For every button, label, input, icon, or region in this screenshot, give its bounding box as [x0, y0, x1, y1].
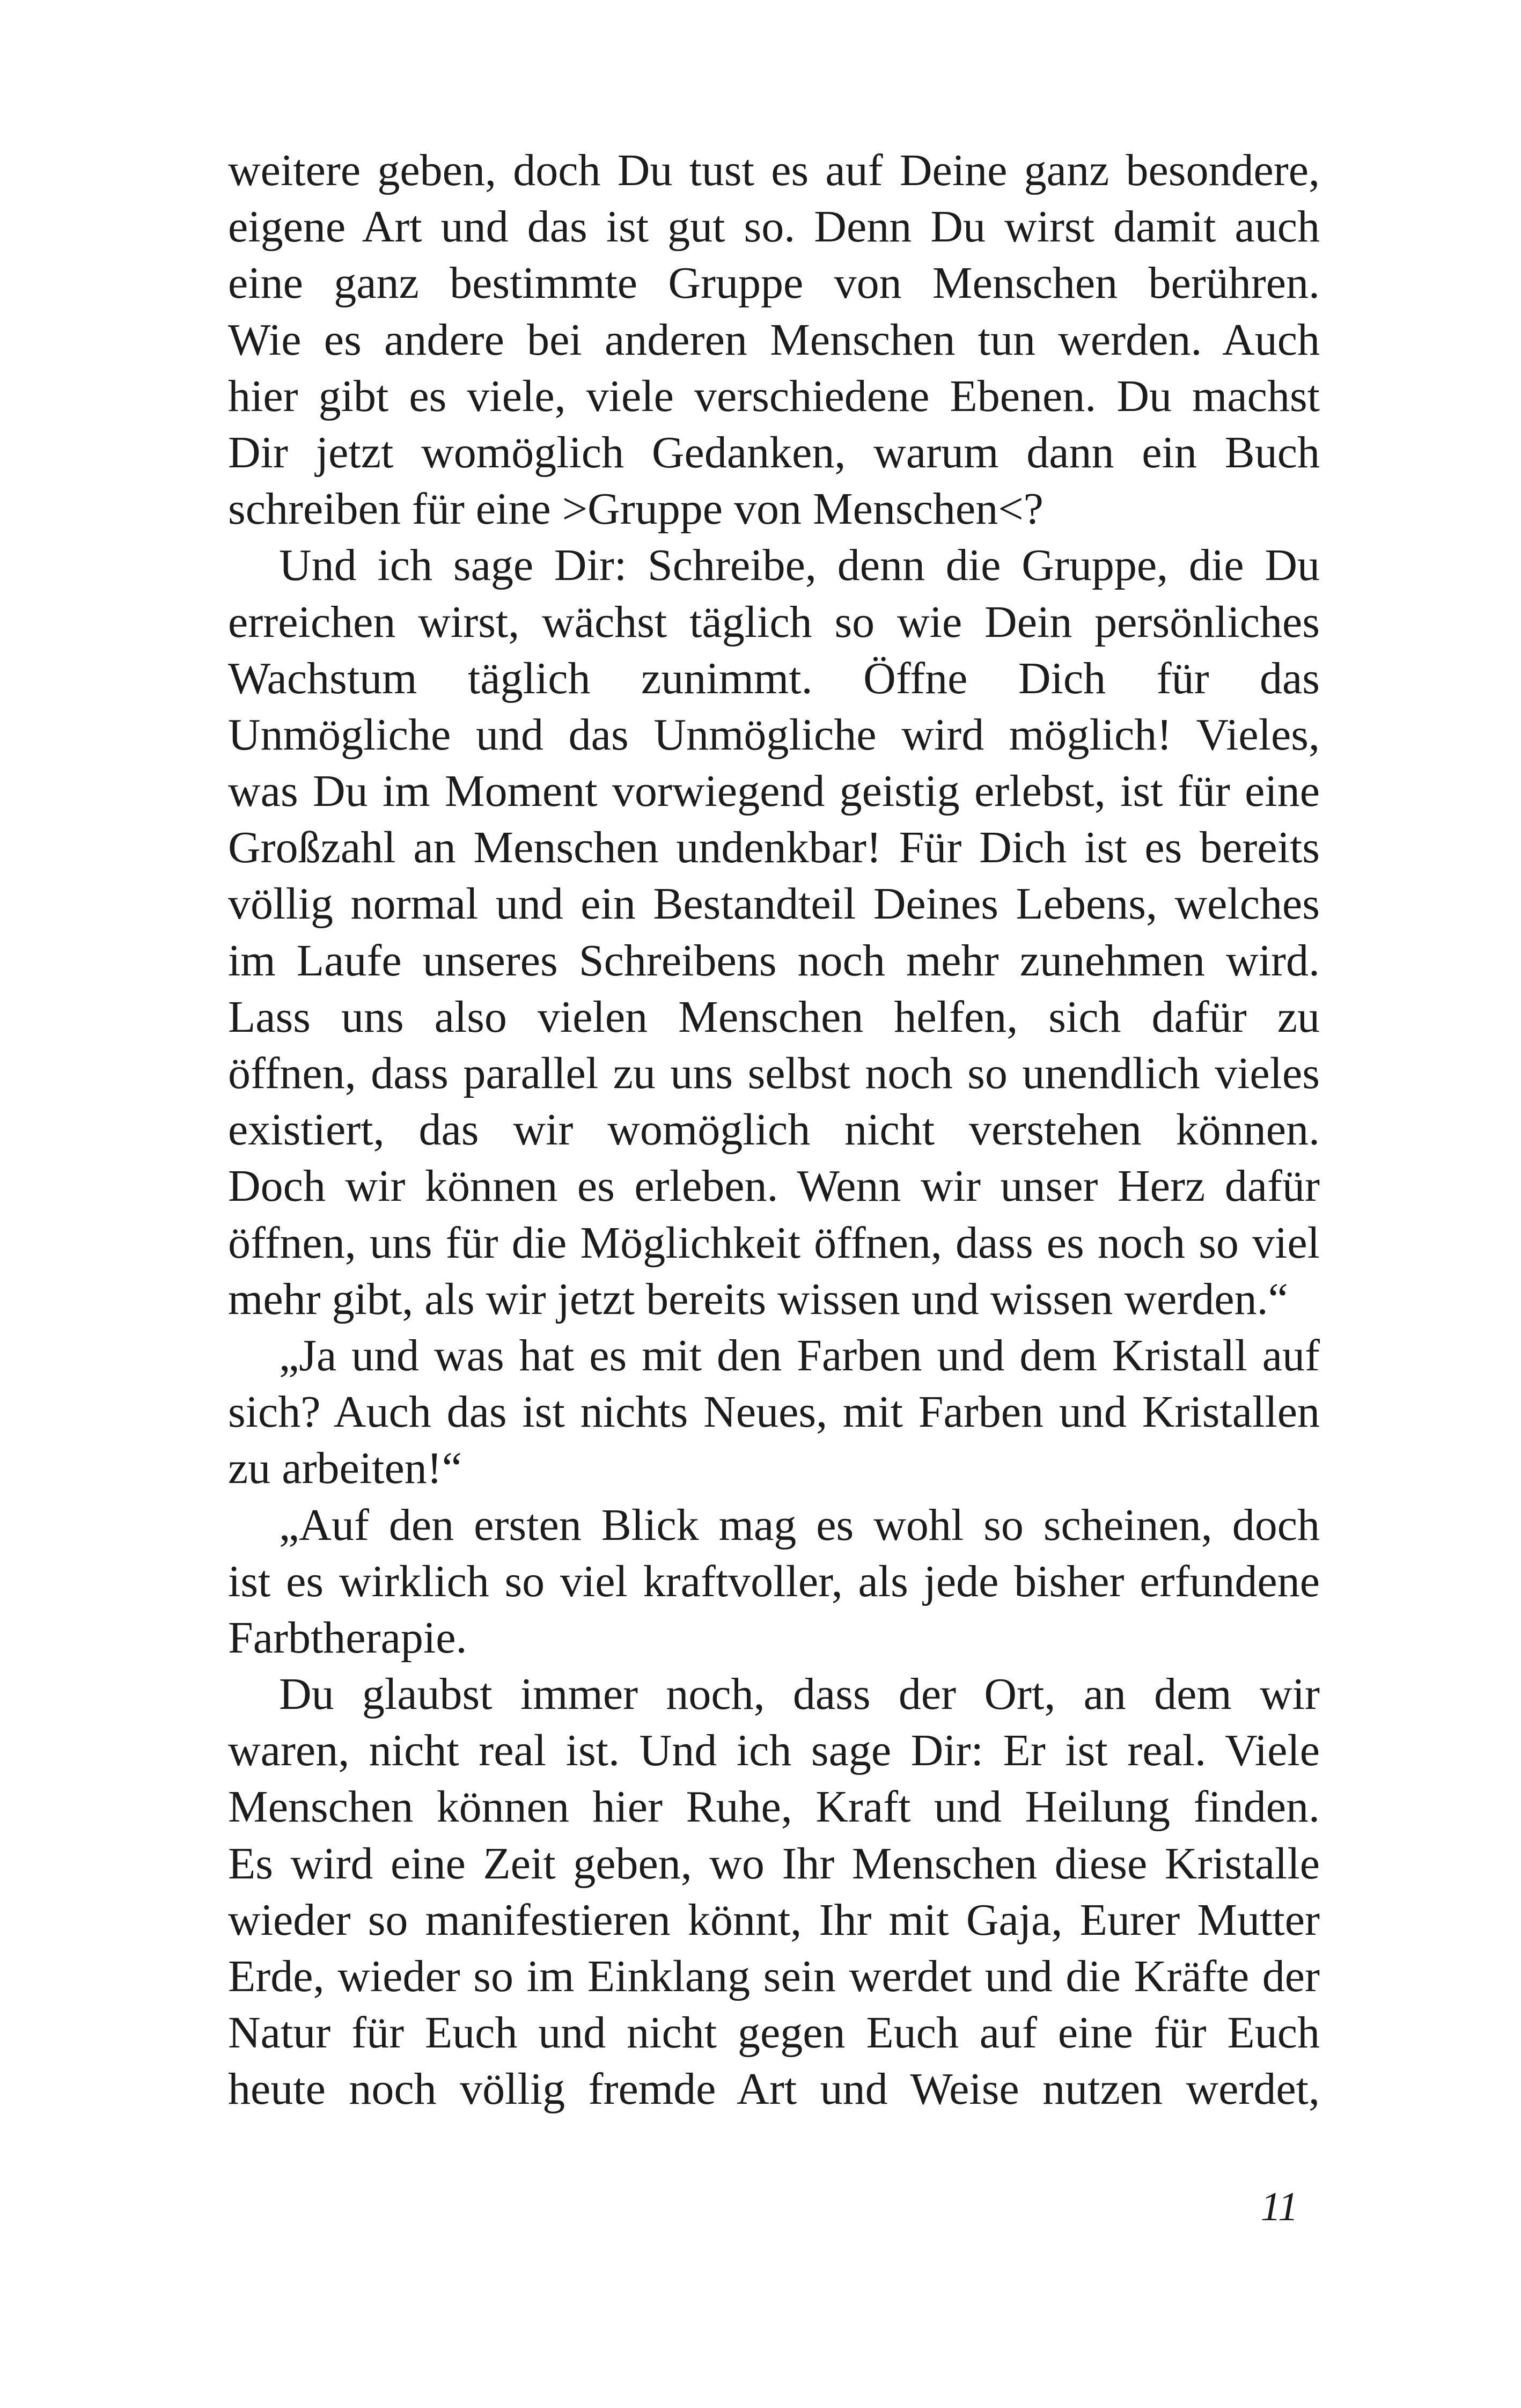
- text-line: zu arbeiten!“: [228, 1443, 462, 1494]
- text-line: ist es wirklich so viel kraftvoller, als jede bisher erfundene: [228, 1556, 1320, 1606]
- text-line: Großzahl an Menschen undenkbar! Für Dich ist es bereits: [228, 823, 1320, 873]
- text-line: mehr gibt, als wir jetzt bereits wissen und wissen werden.“: [228, 1274, 1288, 1324]
- text-line: Menschen können hier Ruhe, Kraft und Heilung finden.: [228, 1782, 1320, 1832]
- text-line: existiert, das wir womöglich nicht verstehen können.: [228, 1105, 1320, 1155]
- text-line: „Auf den ersten Blick mag es wohl so scheinen, doch: [279, 1500, 1320, 1550]
- text-line: Dir jetzt womöglich Gedanken, warum dann ein Buch: [228, 427, 1320, 478]
- text-line: Es wird eine Zeit geben, wo Ihr Menschen diese Kristalle: [228, 1838, 1320, 1889]
- text-line: weitere geben, doch Du tust es auf Deine ganz besondere,: [228, 145, 1320, 195]
- text-line: öffnen, dass parallel zu uns selbst noch so unendlich vieles: [228, 1048, 1320, 1098]
- text-line: Natur für Euch und nicht gegen Euch auf eine für Euch: [228, 2008, 1320, 2058]
- text-line: Lass uns also vielen Menschen helfen, sich dafür zu: [228, 992, 1320, 1042]
- text-line: im Laufe unseres Schreibens noch mehr zunehmen wird.: [228, 935, 1320, 986]
- text-line: öffnen, uns für die Möglichkeit öffnen, dass es noch so viel: [228, 1217, 1320, 1268]
- body-text: [228, 142, 1320, 2118]
- text-line: Du glaubst immer noch, dass der Ort, an dem wir: [279, 1669, 1320, 1720]
- page-number: 11: [1260, 2184, 1298, 2229]
- text-line: eine ganz bestimmte Gruppe von Menschen berühren.: [228, 258, 1320, 309]
- text-line: erreichen wirst, wächst täglich so wie Dein persönliches: [228, 597, 1320, 647]
- text-line: „Ja und was hat es mit den Farben und dem Kristall auf: [279, 1330, 1320, 1381]
- text-line: Wie es andere bei anderen Menschen tun werden. Auch: [228, 314, 1320, 365]
- text-line: Erde, wieder so im Einklang sein werdet und die Kräfte der: [228, 1951, 1320, 2001]
- text-line: Farbtherapie.: [228, 1612, 467, 1663]
- text-line: hier gibt es viele, viele verschiedene Ebenen. Du machst: [228, 371, 1320, 421]
- text-line: eigene Art und das ist gut so. Denn Du wirst damit auch: [228, 202, 1320, 252]
- text-line: Wachstum täglich zunimmt. Öffne Dich für das: [228, 653, 1320, 703]
- text-line: waren, nicht real ist. Und ich sage Dir: Er ist real. Viele: [228, 1726, 1320, 1776]
- text-line: heute noch völlig fremde Art und Weise nutzen werdet,: [228, 2064, 1320, 2115]
- text-line: sich? Auch das ist nichts Neues, mit Farben und Kristallen: [228, 1387, 1320, 1437]
- text-line: schreiben für eine >Gruppe von Menschen<?: [228, 484, 1044, 534]
- text-line: völlig normal und ein Bestandteil Deines Lebens, welches: [228, 879, 1320, 929]
- text-line: Und ich sage Dir: Schreibe, denn die Gruppe, die Du: [279, 540, 1320, 591]
- text-line: was Du im Moment vorwiegend geistig erlebst, ist für eine: [228, 766, 1320, 817]
- text-line: wieder so manifestieren könnt, Ihr mit Gaja, Eurer Mutter: [228, 1895, 1320, 1945]
- text-line: Unmögliche und das Unmögliche wird möglich! Vieles,: [228, 709, 1320, 760]
- text-line: Doch wir können es erleben. Wenn wir unser Herz dafür: [228, 1161, 1320, 1212]
